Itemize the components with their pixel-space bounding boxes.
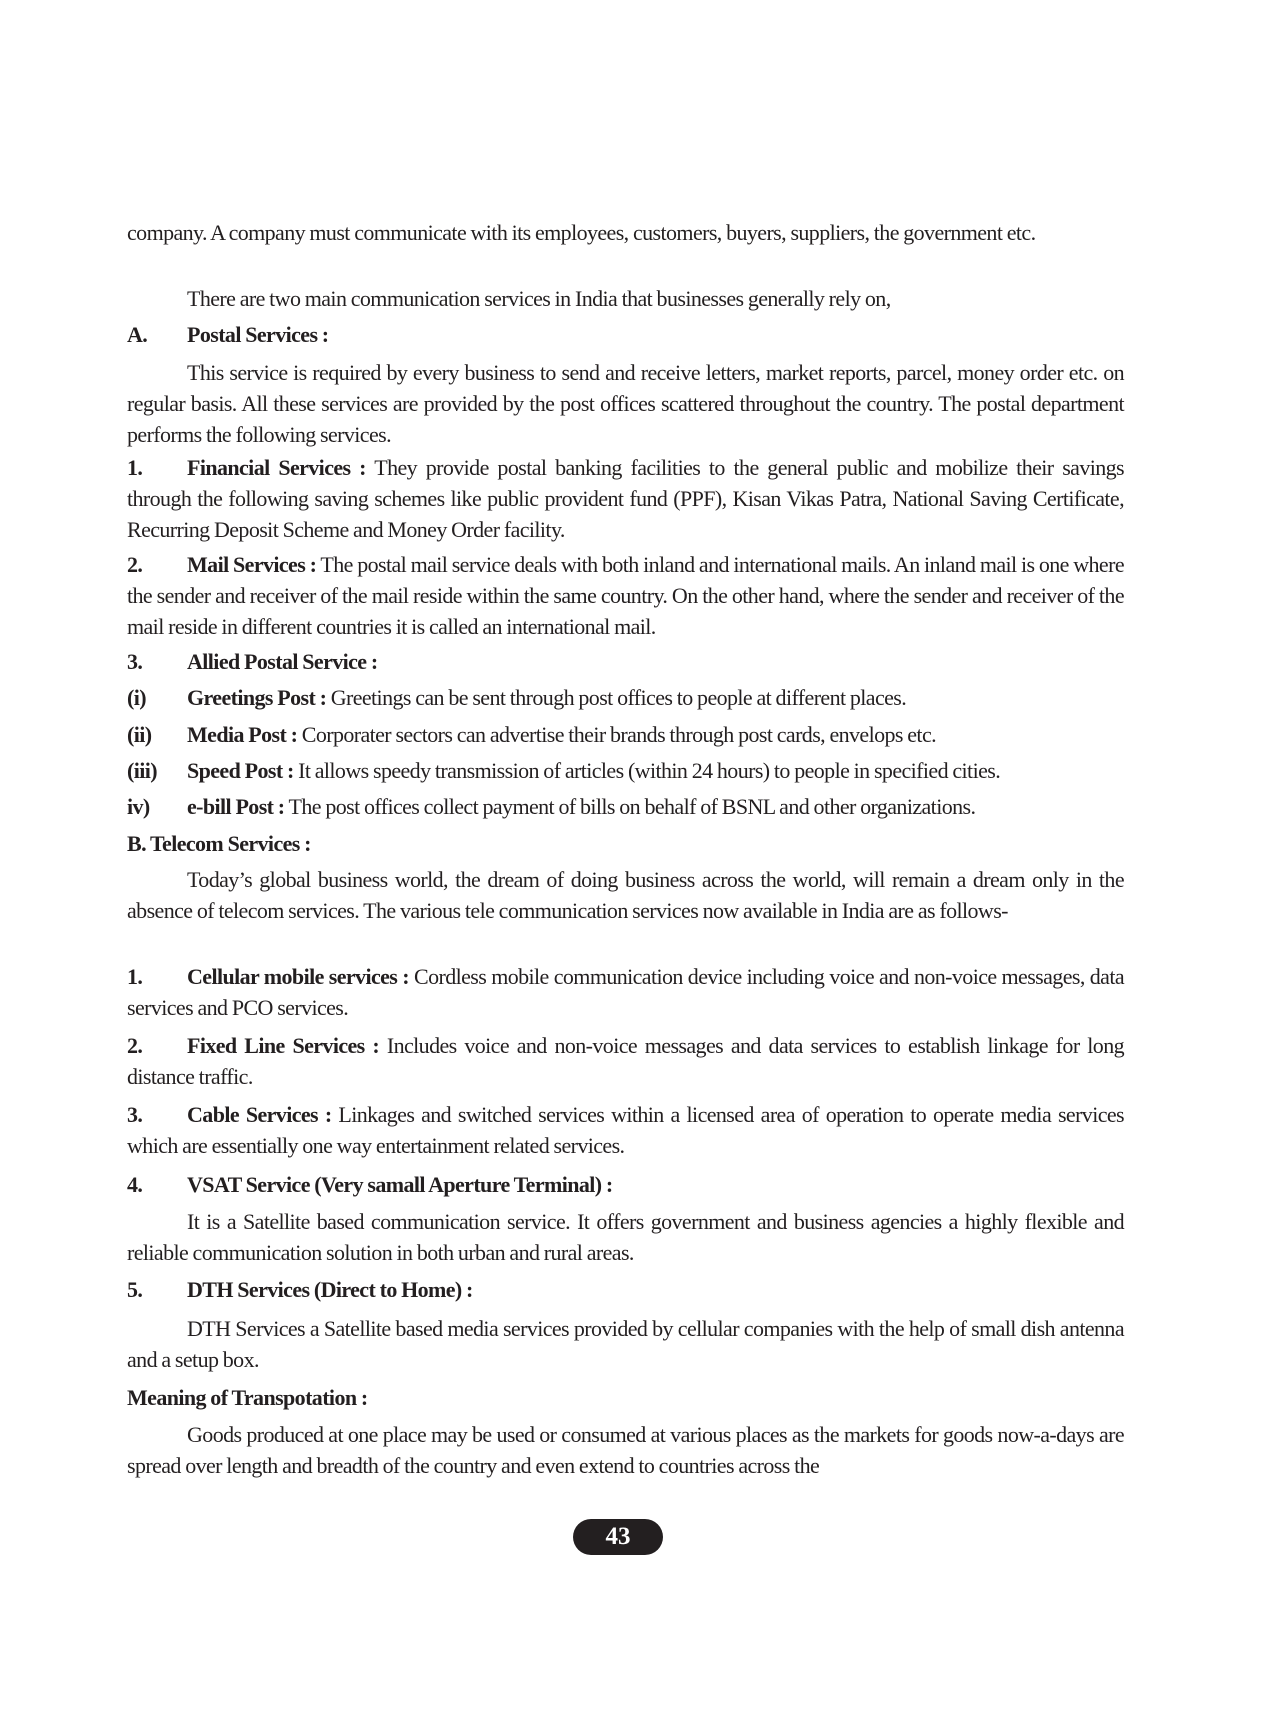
item-title: Mail Services : (187, 552, 317, 577)
item-title: e-bill Post : (187, 794, 285, 819)
item-number: iv) (127, 794, 150, 819)
item-number: (iii) (127, 758, 157, 783)
item-title: Cellular mobile services : (187, 964, 409, 989)
item-text: They provide postal banking facilities to the general public and mobilize their savings through the following saving schemes like public provident fund (PPF), Kisan Vikas Patra, National Saving Certificate, Recurring Deposit Scheme and Money Order facility. (127, 455, 1124, 542)
item-number: 3. (127, 1102, 143, 1127)
list-item (127, 1099, 1124, 1161)
list-item (127, 961, 1124, 1023)
list-item (127, 791, 1124, 822)
list-item (127, 719, 1124, 750)
item-title: Speed Post : (187, 758, 294, 783)
item-title: Financial Services : (187, 455, 366, 480)
item-number: 3. (127, 649, 143, 674)
section-heading-postal (127, 319, 1124, 350)
item-number: 5. (127, 1277, 143, 1302)
item-title: Fixed Line Services : (187, 1033, 380, 1058)
item-number: 2. (127, 1033, 143, 1058)
vsat-paragraph: It is a Satellite based communication service. It offers government and business agencies a highly flexible and reliable communication solution in both urban and rural areas. (127, 1209, 1124, 1265)
item-title: DTH Services (Direct to Home) : (187, 1277, 473, 1302)
item-number: 4. (127, 1172, 143, 1197)
section-number: A. (127, 322, 148, 347)
item-text: Corporater sectors can advertise their brands through post cards, envelops etc. (297, 722, 937, 747)
list-item (127, 1274, 1124, 1305)
list-item (127, 452, 1124, 545)
item-title: Media Post : (187, 722, 298, 747)
item-title: Allied Postal Service : (187, 649, 378, 674)
dth-paragraph: DTH Services a Satellite based media services provided by cellular companies with the help of small dish antenna and a setup box. (127, 1316, 1124, 1372)
telecom-paragraph: Today’s global business world, the dream of doing business across the world, will remain a dream only in the absence of telecom services. The various tele communication services now available in India are as follows- (127, 867, 1124, 923)
item-title: VSAT Service (Very samall Aperture Terminal) : (187, 1172, 613, 1197)
item-number: (ii) (127, 722, 152, 747)
item-text: The postal mail service deals with both inland and international mails. An inland mail is one where the sender and receiver of the mail reside within the same country. On the other hand, where the sender and receiver of the mail reside in different countries it is called an international mail. (127, 552, 1124, 639)
item-number: 1. (127, 964, 143, 989)
page-number: 43 (573, 1519, 663, 1555)
section-heading-telecom: B. Telecom Services : (127, 831, 311, 856)
item-text: The post offices collect payment of bills on behalf of BSNL and other organizations. (284, 794, 976, 819)
list-item (127, 755, 1124, 786)
list-item (127, 1030, 1124, 1092)
item-title: Cable Services : (187, 1102, 332, 1127)
list-item (127, 646, 1124, 677)
section-heading-transport: Meaning of Transpotation : (127, 1385, 368, 1410)
item-text: It allows speedy transmission of articles (within 24 hours) to people in specified cities. (293, 758, 1001, 783)
item-text: Includes voice and non-voice messages and data services to establish linkage for long distance traffic. (127, 1033, 1125, 1089)
item-number: (i) (127, 685, 146, 710)
item-number: 2. (127, 552, 143, 577)
list-item (127, 682, 1124, 713)
heading-text: Postal Services : (187, 322, 329, 347)
transport-paragraph: Goods produced at one place may be used or consumed at various places as the markets for goods now-a-days are spread over length and breadth of the country and even extend to countries across the (127, 1422, 1124, 1478)
intro-paragraph-2: There are two main communication services in India that businesses generally rely on, (187, 286, 891, 311)
intro-paragraph: company. A company must communicate with its employees, customers, buyers, suppliers, the government etc. (127, 220, 1036, 245)
list-item (127, 1169, 1124, 1200)
item-text: Greetings can be sent through post offices to people at different places. (326, 685, 907, 710)
item-number: 1. (127, 455, 143, 480)
item-text: Linkages and switched services within a licensed area of operation to operate media services which are essentially one way entertainment related services. (127, 1102, 1125, 1158)
item-text: Cordless mobile communication device including voice and non-voice messages, data services and PCO services. (127, 964, 1124, 1020)
list-item (127, 549, 1124, 642)
item-title: Greetings Post : (187, 685, 327, 710)
postal-paragraph: This service is required by every business to send and receive letters, market reports, parcel, money order etc. on regular basis. All these services are provided by the post offices scattered throughout the country. The postal department performs the following services. (127, 360, 1124, 447)
